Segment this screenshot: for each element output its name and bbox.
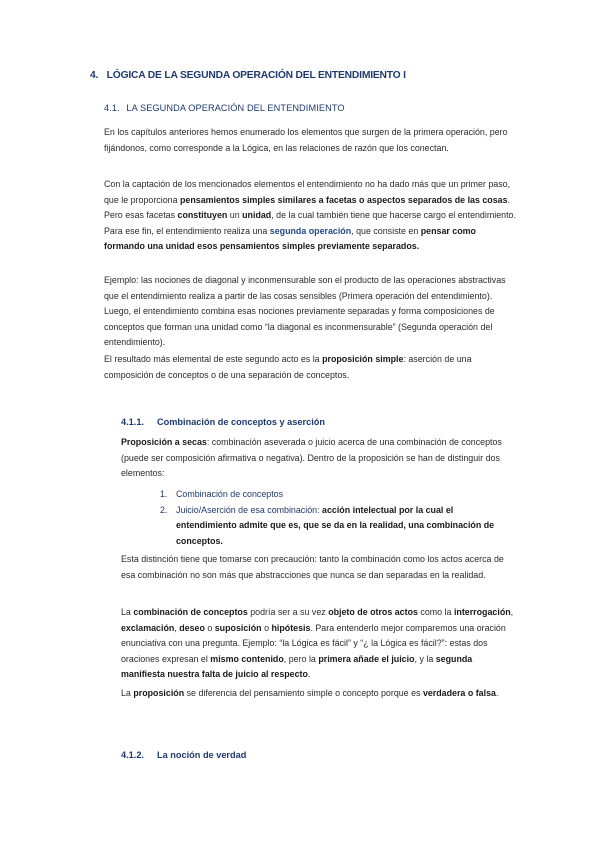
subsubsection-title: Combinación de conceptos y aserción [157, 417, 325, 427]
subsubsection-heading-2 [121, 750, 246, 760]
text-run: , [510, 607, 514, 617]
text-run: , pero la [283, 653, 319, 664]
subsubsection-number: 4.1.2. [121, 750, 144, 760]
paragraph-proposicion [121, 435, 517, 482]
section-number: 4. [90, 70, 99, 81]
text-run: . Pero esas facetas [104, 194, 511, 220]
bold-run: primera añade el juicio [318, 653, 415, 664]
text-run: La [121, 688, 134, 698]
paragraph-intro: En los capítulos anteriores hemos enumerado los elementos que surgen de la primera operación, pero fijándonos, como corresponde a la Lógica, en las relaciones de razón que los conectan. [104, 127, 508, 153]
list-number: 2. [160, 504, 168, 515]
paragraph-distincion: Esta distinción tiene que tomarse con precaución: tanto la combinación como los actos acerca de esa combinación no son más que abstracciones que nunca se dan separadas en la realidad. [121, 554, 504, 580]
text-run: un [227, 210, 243, 220]
section-heading [90, 70, 406, 81]
text-run: , de la cual también tiene que hacerse cargo el entendimiento. Para ese fin, el entendimiento realiza una [104, 210, 516, 236]
subsubsection-heading-1 [121, 417, 325, 427]
list-item [160, 503, 516, 550]
bold-run: combinación de conceptos [133, 607, 248, 617]
bold-run: verdadera o falsa [422, 688, 496, 698]
text-run: , que consiste en [351, 225, 421, 236]
paragraph-captacion [104, 177, 516, 255]
bold-run: unidad [242, 210, 272, 220]
text-run: , y la [414, 653, 436, 664]
list-item [160, 487, 516, 503]
highlight-run: segunda operación [269, 225, 352, 236]
bold-run: objeto de otros actos [328, 607, 418, 617]
list-bold-text: acción intelectual por la cual el entendimiento admite que es, que se da en la realidad, una combinación de conceptos. [176, 504, 495, 546]
elements-list [160, 487, 516, 549]
text-run: . [307, 669, 311, 679]
text-run: . [495, 688, 499, 698]
list-text: Juicio/Aserción de esa combinación: [176, 504, 320, 515]
bold-run: constituyen [177, 210, 228, 220]
bold-run: exclamación [121, 622, 175, 633]
paragraph-combinacion [121, 605, 517, 683]
paragraph-verdad [121, 686, 517, 702]
list-number: 1. [160, 489, 168, 499]
bold-run: pensamientos simples similares a facetas o aspectos separados de las cosas [179, 194, 508, 205]
bold-run: pensar como formando una unidad esos pensamientos simples previamente separados. [104, 225, 476, 251]
subsubsection-number: 4.1.1. [121, 417, 144, 427]
text-run: o [204, 622, 215, 633]
paragraph-ejemplo: Ejemplo: las nociones de diagonal y inconmensurable son el producto de las operaciones abstractivas que el entendimiento realiza a partir de las cosas sensibles (Primera operación del entendimiento). Luego, el entendimiento combina esas nociones previamente separadas y forma composiciones de conceptos que forman una unidad como “la diagonal es inconmensurable” (Segunda operación del entendimiento). [104, 275, 506, 347]
text-run: . Para entenderlo mejor comparemos una oración enunciativa con una pregunta. Ejemplo: “la Lógica es fácil” y “¿ la Lógica es fácil?”: estas dos oraciones expresan el [121, 622, 506, 664]
paragraph-resultado [104, 352, 516, 383]
text-run: podría ser a su vez [247, 607, 329, 617]
bold-run: hipótesis [271, 622, 311, 633]
bold-run: deseo [179, 622, 205, 633]
text-run: : combinación aseverada o juicio acerca de una combinación de conceptos (puede ser composición afirmativa o negativa). Dentro de la proposición se han de distinguir dos elementos: [121, 437, 502, 478]
text-run: Con la captación de los mencionados elementos el entendimiento no ha dado más que un primer paso, que le proporciona [104, 179, 511, 205]
bold-run: segunda manifiesta nuestra falta de juicio al respecto [121, 653, 473, 679]
text-run: La [121, 607, 134, 617]
text-run: se diferencia del pensamiento simple o concepto porque es [184, 688, 423, 698]
bold-run: proposición [133, 688, 185, 698]
bold-run: proposición simple [322, 354, 404, 364]
section-title: LÓGICA DE LA SEGUNDA OPERACIÓN DEL ENTENDIMIENTO I [106, 70, 406, 81]
bold-run: suposición [214, 622, 262, 633]
subsection-number: 4.1. [104, 103, 120, 113]
text-run: , [174, 622, 180, 633]
subsubsection-title: La noción de verdad [157, 750, 247, 760]
subsection-title: LA SEGUNDA OPERACIÓN DEL ENTENDIMIENTO [126, 103, 345, 113]
text-run: como la [417, 607, 454, 617]
bold-run: Proposición a secas [121, 437, 207, 447]
list-text: Combinación de conceptos [176, 489, 284, 499]
bold-run: mismo contenido [210, 653, 284, 664]
subsection-heading [104, 103, 345, 113]
text-run: : aserción de una composición de conceptos o de una separación de conceptos. [104, 354, 472, 380]
text-run: El resultado más elemental de este segundo acto es la [104, 354, 323, 364]
text-run: o [261, 622, 272, 633]
bold-run: interrogación [453, 607, 511, 617]
